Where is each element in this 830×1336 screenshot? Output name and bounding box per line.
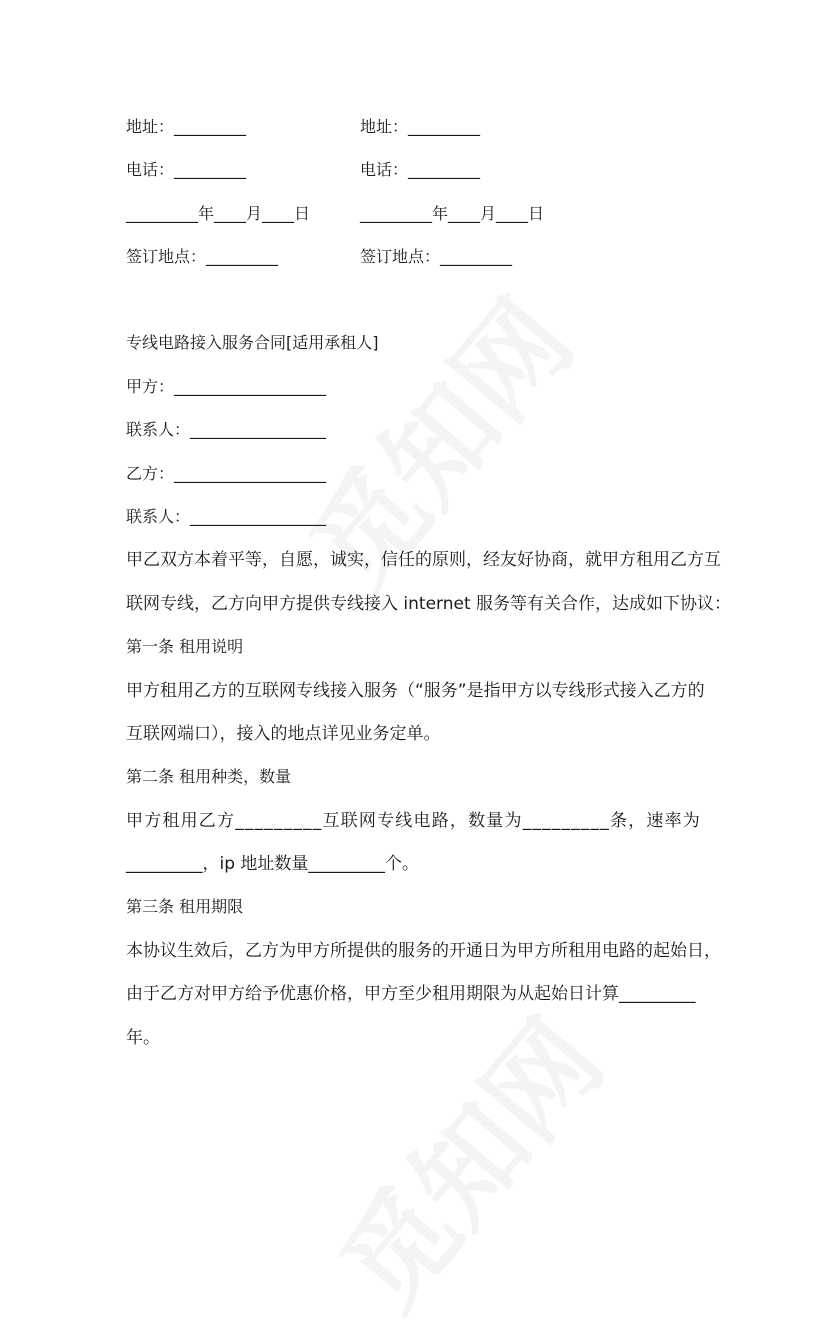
article-3-line-3: 年。 — [126, 1028, 160, 1048]
article-1-line-2: 互联网端口），接入的地点详见业务定单。 — [126, 724, 441, 744]
intro-line-1: 甲乙双方本着平等，自愿，诚实，信任的原则，经友好协商，就甲方租用乙方互 — [126, 550, 721, 570]
article-2-line-2: _________，ip 地址数量_________个。 — [126, 854, 419, 874]
right-date: _________年____月____日 — [360, 204, 545, 223]
left-signing-place: 签订地点：_________ — [126, 247, 279, 266]
article-3-line-2: 由于乙方对甲方给予优惠价格，甲方至少租用期限为从起始日计算_________ — [126, 984, 696, 1004]
contract-title: 专线电路接入服务合同[适用承租人] — [126, 333, 379, 352]
left-phone: 电话：_________ — [126, 160, 247, 179]
right-address: 地址：_________ — [360, 117, 481, 136]
contact-a: 联系人：_________________ — [126, 420, 327, 439]
party-b: 乙方：___________________ — [126, 464, 327, 483]
article-3-line-1: 本协议生效后，乙方为甲方所提供的服务的开通日为甲方所租用电路的起始日， — [126, 941, 721, 961]
party-a: 甲方：___________________ — [126, 377, 327, 396]
left-date: _________年____月____日 — [126, 204, 311, 223]
article-1-title: 第一条 租用说明 — [126, 637, 244, 656]
article-2-line-1: 甲方租用乙方_________互联网专线电路，数量为_________条，速率为 — [126, 811, 701, 831]
right-phone: 电话：_________ — [360, 160, 481, 179]
watermark — [298, 982, 631, 1336]
article-1-line-1: 甲方租用乙方的互联网专线接入服务（“服务”是指甲方以专线形式接入乙方的 — [126, 681, 705, 701]
article-2-title: 第二条 租用种类，数量 — [126, 767, 292, 786]
article-3-title: 第三条 租用期限 — [126, 897, 244, 916]
contact-b: 联系人：_________________ — [126, 507, 327, 526]
intro-line-2: 联网专线，乙方向甲方提供专线接入 internet 服务等有关合作，达成如下协议： — [126, 594, 732, 614]
right-signing-place: 签订地点：_________ — [360, 247, 513, 266]
left-address: 地址：_________ — [126, 117, 247, 136]
